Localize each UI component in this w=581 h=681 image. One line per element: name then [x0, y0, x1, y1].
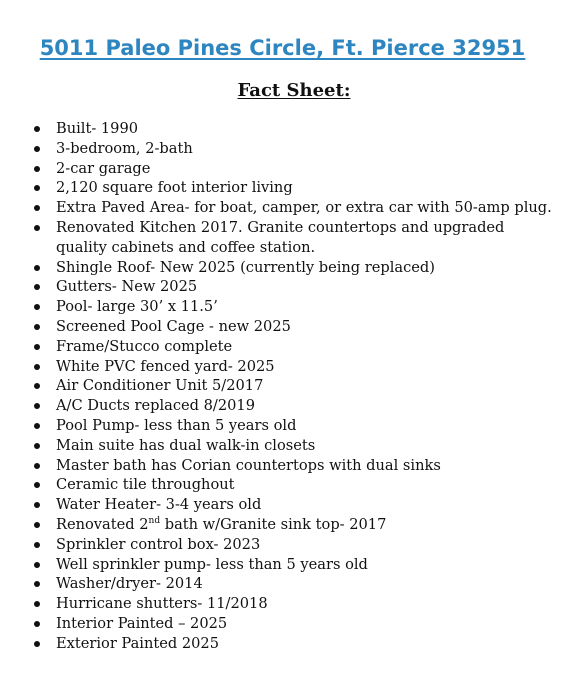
- fact-item: Master bath has Corian countertops with dual sinks: [28, 456, 553, 476]
- fact-item: Air Conditioner Unit 5/2017: [28, 376, 553, 396]
- fact-item: Hurricane shutters- 11/2018: [28, 594, 553, 614]
- fact-item: Washer/dryer- 2014: [28, 574, 553, 594]
- fact-item: Sprinkler control box- 2023: [28, 535, 553, 555]
- fact-item: Built- 1990: [28, 119, 553, 139]
- property-address-title: 5011 Paleo Pines Circle, Ft. Pierce 32951: [39, 36, 526, 60]
- fact-item-text: bath w/Granite sink top- 2017: [160, 515, 387, 533]
- fact-item: Extra Paved Area- for boat, camper, or extra car with 50-amp plug.: [28, 198, 553, 218]
- fact-item: Pool- large 30’ x 11.5’: [28, 297, 553, 317]
- ordinal-suffix: nd: [148, 516, 161, 527]
- fact-item: 2,120 square foot interior living: [28, 178, 553, 198]
- fact-item: Pool Pump- less than 5 years old: [28, 416, 553, 436]
- fact-item: Water Heater- 3-4 years old: [28, 495, 553, 515]
- fact-item: 3-bedroom, 2-bath: [28, 139, 553, 159]
- fact-item: Exterior Painted 2025: [28, 634, 553, 654]
- fact-item: 2-car garage: [28, 159, 553, 179]
- fact-item: Gutters- New 2025: [28, 277, 553, 297]
- fact-item: A/C Ducts replaced 8/2019: [28, 396, 553, 416]
- fact-list: [28, 119, 553, 654]
- fact-item-text: Renovated 2: [56, 515, 149, 533]
- fact-item: Frame/Stucco complete: [28, 337, 553, 357]
- fact-item: Main suite has dual walk-in closets: [28, 436, 553, 456]
- fact-item: Renovated Kitchen 2017. Granite countertops and upgraded quality cabinets and coffee station.: [28, 218, 553, 258]
- fact-sheet-heading: Fact Sheet:: [237, 80, 351, 101]
- fact-item: White PVC fenced yard- 2025: [28, 357, 553, 377]
- fact-item: Screened Pool Cage - new 2025: [28, 317, 553, 337]
- fact-item: Ceramic tile throughout: [28, 475, 553, 495]
- fact-item: Shingle Roof- New 2025 (currently being replaced): [28, 258, 553, 278]
- fact-item: Well sprinkler pump- less than 5 years old: [28, 555, 553, 575]
- fact-item: Interior Painted – 2025: [28, 614, 553, 634]
- fact-item: [28, 515, 553, 535]
